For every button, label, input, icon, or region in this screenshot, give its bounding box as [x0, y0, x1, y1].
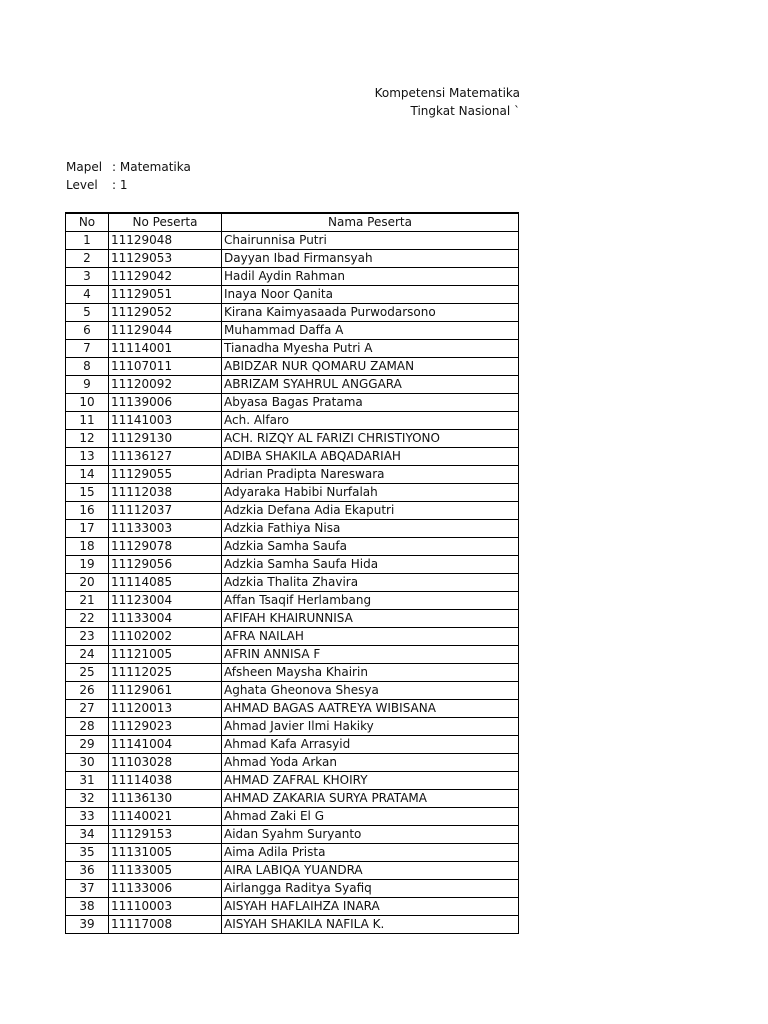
participant-name-cell: Inaya Noor Qanita — [222, 286, 519, 304]
title-line-2: Tingkat Nasional ` — [410, 104, 520, 118]
row-number-cell: 18 — [66, 538, 109, 556]
row-number-cell: 25 — [66, 664, 109, 682]
table-row — [66, 772, 519, 790]
row-number-cell: 33 — [66, 808, 109, 826]
participant-id-cell: 11129023 — [109, 718, 222, 736]
row-number-cell: 7 — [66, 340, 109, 358]
participant-name-cell: Chairunnisa Putri — [222, 232, 519, 250]
participant-name-cell: AFRA NAILAH — [222, 628, 519, 646]
table-row — [66, 538, 519, 556]
row-number-cell: 13 — [66, 448, 109, 466]
table-row — [66, 754, 519, 772]
participant-id-cell: 11141004 — [109, 736, 222, 754]
participant-name-cell: Adzkia Samha Saufa — [222, 538, 519, 556]
participant-name-cell: Aghata Gheonova Shesya — [222, 682, 519, 700]
table-row — [66, 412, 519, 430]
participant-id-cell: 11112038 — [109, 484, 222, 502]
participant-id-cell: 11112025 — [109, 664, 222, 682]
participant-name-cell: AIRA LABIQA YUANDRA — [222, 862, 519, 880]
title-line-1: Kompetensi Matematika — [374, 86, 520, 100]
row-number-cell: 39 — [66, 916, 109, 934]
participant-name-cell: Affan Tsaqif Herlambang — [222, 592, 519, 610]
participant-id-cell: 11129061 — [109, 682, 222, 700]
row-number-cell: 8 — [66, 358, 109, 376]
participant-id-cell: 11133006 — [109, 880, 222, 898]
table-body — [66, 232, 519, 934]
row-number-cell: 27 — [66, 700, 109, 718]
participant-id-cell: 11133003 — [109, 520, 222, 538]
table-row — [66, 448, 519, 466]
row-number-cell: 6 — [66, 322, 109, 340]
participant-name-cell: Airlangga Raditya Syafiq — [222, 880, 519, 898]
participant-name-cell: AFRIN ANNISA F — [222, 646, 519, 664]
table-row — [66, 610, 519, 628]
participant-table — [65, 212, 519, 934]
row-number-cell: 15 — [66, 484, 109, 502]
level-label: Level — [66, 178, 98, 192]
table-row — [66, 808, 519, 826]
participant-id-cell: 11140021 — [109, 808, 222, 826]
row-number-cell: 9 — [66, 376, 109, 394]
participant-name-cell: Adzkia Samha Saufa Hida — [222, 556, 519, 574]
table-row — [66, 376, 519, 394]
row-number-cell: 28 — [66, 718, 109, 736]
participant-name-cell: Aima Adila Prista — [222, 844, 519, 862]
participant-name-cell: Ahmad Zaki El G — [222, 808, 519, 826]
participant-name-cell: Aidan Syahm Suryanto — [222, 826, 519, 844]
participant-id-cell: 11114001 — [109, 340, 222, 358]
table-row — [66, 700, 519, 718]
row-number-cell: 5 — [66, 304, 109, 322]
table-row — [66, 268, 519, 286]
document-title — [300, 84, 520, 120]
row-number-cell: 16 — [66, 502, 109, 520]
participant-name-cell: AHMAD ZAKARIA SURYA PRATAMA — [222, 790, 519, 808]
table-row — [66, 916, 519, 934]
table-row — [66, 340, 519, 358]
participant-id-cell: 11136130 — [109, 790, 222, 808]
table-row — [66, 592, 519, 610]
participant-id-cell: 11129055 — [109, 466, 222, 484]
row-number-cell: 10 — [66, 394, 109, 412]
participant-id-cell: 11107011 — [109, 358, 222, 376]
mapel-row — [66, 158, 191, 176]
participant-id-cell: 11141003 — [109, 412, 222, 430]
table-row — [66, 250, 519, 268]
mapel-value: : Matematika — [112, 160, 191, 174]
row-number-cell: 21 — [66, 592, 109, 610]
participant-id-cell: 11129056 — [109, 556, 222, 574]
participant-name-cell: Ahmad Yoda Arkan — [222, 754, 519, 772]
participant-name-cell: Adyaraka Habibi Nurfalah — [222, 484, 519, 502]
row-number-cell: 24 — [66, 646, 109, 664]
row-number-cell: 3 — [66, 268, 109, 286]
table-row — [66, 862, 519, 880]
table-row — [66, 556, 519, 574]
row-number-cell: 29 — [66, 736, 109, 754]
participant-name-cell: Hadil Aydin Rahman — [222, 268, 519, 286]
row-number-cell: 17 — [66, 520, 109, 538]
column-header-no: No — [66, 213, 109, 232]
table-row — [66, 664, 519, 682]
table-row — [66, 322, 519, 340]
row-number-cell: 1 — [66, 232, 109, 250]
participant-name-cell: Adzkia Defana Adia Ekaputri — [222, 502, 519, 520]
participant-id-cell: 11129130 — [109, 430, 222, 448]
row-number-cell: 14 — [66, 466, 109, 484]
participant-id-cell: 11129048 — [109, 232, 222, 250]
table-row — [66, 844, 519, 862]
table-row — [66, 466, 519, 484]
participant-name-cell: Adzkia Fathiya Nisa — [222, 520, 519, 538]
participant-id-cell: 11129051 — [109, 286, 222, 304]
participant-name-cell: AISYAH HAFLAIHZA INARA — [222, 898, 519, 916]
row-number-cell: 20 — [66, 574, 109, 592]
row-number-cell: 31 — [66, 772, 109, 790]
participant-id-cell: 11114085 — [109, 574, 222, 592]
participant-name-cell: ABRIZAM SYAHRUL ANGGARA — [222, 376, 519, 394]
table-row — [66, 826, 519, 844]
table-row — [66, 790, 519, 808]
row-number-cell: 30 — [66, 754, 109, 772]
participant-id-cell: 11129052 — [109, 304, 222, 322]
row-number-cell: 34 — [66, 826, 109, 844]
table-row — [66, 628, 519, 646]
participant-name-cell: Muhammad Daffa A — [222, 322, 519, 340]
table-row — [66, 646, 519, 664]
row-number-cell: 12 — [66, 430, 109, 448]
participant-id-cell: 11129078 — [109, 538, 222, 556]
table-row — [66, 898, 519, 916]
row-number-cell: 37 — [66, 880, 109, 898]
table-row — [66, 232, 519, 250]
participant-id-cell: 11139006 — [109, 394, 222, 412]
table-header-row — [66, 213, 519, 232]
table-row — [66, 520, 519, 538]
mapel-label: Mapel — [66, 160, 103, 174]
row-number-cell: 11 — [66, 412, 109, 430]
participant-name-cell: Ach. Alfaro — [222, 412, 519, 430]
participant-id-cell: 11102002 — [109, 628, 222, 646]
participant-id-cell: 11114038 — [109, 772, 222, 790]
participant-name-cell: ADIBA SHAKILA ABQADARIAH — [222, 448, 519, 466]
table-row — [66, 880, 519, 898]
participant-id-cell: 11112037 — [109, 502, 222, 520]
participant-id-cell: 11129042 — [109, 268, 222, 286]
participant-id-cell: 11120013 — [109, 700, 222, 718]
participant-name-cell: Adzkia Thalita Zhavira — [222, 574, 519, 592]
participant-id-cell: 11120092 — [109, 376, 222, 394]
row-number-cell: 36 — [66, 862, 109, 880]
level-value: : 1 — [112, 178, 128, 192]
participant-id-cell: 11131005 — [109, 844, 222, 862]
participant-name-cell: ABIDZAR NUR QOMARU ZAMAN — [222, 358, 519, 376]
participant-id-cell: 11121005 — [109, 646, 222, 664]
participant-id-cell: 11103028 — [109, 754, 222, 772]
participant-name-cell: ACH. RIZQY AL FARIZI CHRISTIYONO — [222, 430, 519, 448]
participant-name-cell: AHMAD BAGAS AATREYA WIBISANA — [222, 700, 519, 718]
participant-name-cell: AISYAH SHAKILA NAFILA K. — [222, 916, 519, 934]
participant-name-cell: Abyasa Bagas Pratama — [222, 394, 519, 412]
row-number-cell: 32 — [66, 790, 109, 808]
participant-id-cell: 11133005 — [109, 862, 222, 880]
row-number-cell: 23 — [66, 628, 109, 646]
table-row — [66, 286, 519, 304]
participant-name-cell: Kirana Kaimyasaada Purwodarsono — [222, 304, 519, 322]
row-number-cell: 4 — [66, 286, 109, 304]
row-number-cell: 19 — [66, 556, 109, 574]
row-number-cell: 26 — [66, 682, 109, 700]
participant-name-cell: Ahmad Javier Ilmi Hakiky — [222, 718, 519, 736]
table-row — [66, 574, 519, 592]
table-row — [66, 502, 519, 520]
table-row — [66, 358, 519, 376]
table-row — [66, 484, 519, 502]
level-row — [66, 176, 191, 194]
participant-id-cell: 11117008 — [109, 916, 222, 934]
participant-id-cell: 11129153 — [109, 826, 222, 844]
row-number-cell: 22 — [66, 610, 109, 628]
table-row — [66, 304, 519, 322]
participant-name-cell: Dayyan Ibad Firmansyah — [222, 250, 519, 268]
participant-name-cell: Afsheen Maysha Khairin — [222, 664, 519, 682]
meta-info — [66, 158, 191, 194]
participant-id-cell: 11136127 — [109, 448, 222, 466]
participant-id-cell: 11129053 — [109, 250, 222, 268]
row-number-cell: 38 — [66, 898, 109, 916]
participant-name-cell: Ahmad Kafa Arrasyid — [222, 736, 519, 754]
participant-id-cell: 11129044 — [109, 322, 222, 340]
column-header-no-peserta: No Peserta — [109, 213, 222, 232]
participant-name-cell: AFIFAH KHAIRUNNISA — [222, 610, 519, 628]
table-row — [66, 394, 519, 412]
table-row — [66, 718, 519, 736]
table-row — [66, 430, 519, 448]
table-row — [66, 736, 519, 754]
participant-id-cell: 11110003 — [109, 898, 222, 916]
participant-name-cell: Tianadha Myesha Putri A — [222, 340, 519, 358]
participant-name-cell: Adrian Pradipta Nareswara — [222, 466, 519, 484]
row-number-cell: 2 — [66, 250, 109, 268]
participant-id-cell: 11133004 — [109, 610, 222, 628]
table-row — [66, 682, 519, 700]
column-header-nama-peserta: Nama Peserta — [222, 213, 519, 232]
row-number-cell: 35 — [66, 844, 109, 862]
participant-name-cell: AHMAD ZAFRAL KHOIRY — [222, 772, 519, 790]
participant-id-cell: 11123004 — [109, 592, 222, 610]
